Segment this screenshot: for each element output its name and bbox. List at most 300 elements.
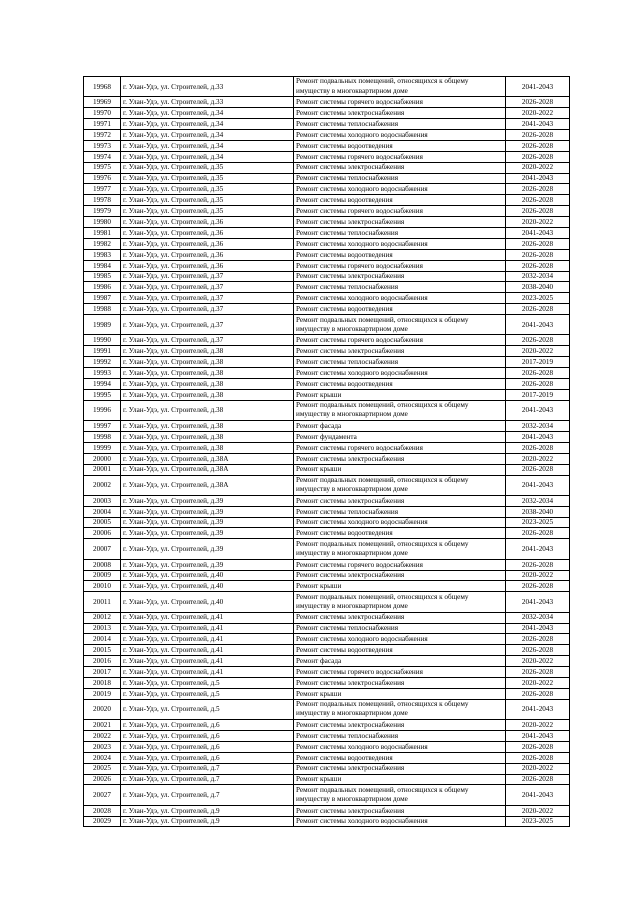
- period-cell: 2041-2043: [506, 315, 570, 335]
- work-type-cell: Ремонт крыши: [294, 581, 506, 592]
- work-type-cell: Ремонт системы холодного водоснабжения: [294, 238, 506, 249]
- row-number-cell: 19998: [84, 431, 121, 442]
- work-type-cell: Ремонт подвальных помещений, относящихся к общему имуществу в многоквартирном доме: [294, 315, 506, 335]
- table-row: [84, 730, 570, 741]
- work-type-cell: Ремонт подвальных помещений, относящихся к общему имуществу в многоквартирном доме: [294, 475, 506, 495]
- row-number-cell: 20009: [84, 570, 121, 581]
- address-cell: г. Улан-Удэ, ул. Строителей, д.35: [121, 173, 294, 184]
- work-type-cell: Ремонт подвальных помещений, относящихся к общему имуществу в многоквартирном доме: [294, 77, 506, 97]
- table-row: [84, 656, 570, 667]
- table-row: [84, 249, 570, 260]
- address-cell: г. Улан-Удэ, ул. Строителей, д.34: [121, 119, 294, 130]
- period-cell: 2023-2025: [506, 816, 570, 827]
- work-type-cell: Ремонт системы электроснабжения: [294, 217, 506, 228]
- address-cell: г. Улан-Удэ, ул. Строителей, д.9: [121, 816, 294, 827]
- period-cell: 2026-2028: [506, 260, 570, 271]
- table-row: [84, 282, 570, 293]
- table-row: [84, 151, 570, 162]
- work-type-cell: Ремонт системы холодного водоснабжения: [294, 741, 506, 752]
- period-cell: 2020-2022: [506, 763, 570, 774]
- address-cell: г. Улан-Удэ, ул. Строителей, д.34: [121, 108, 294, 119]
- row-number-cell: 19968: [84, 77, 121, 97]
- row-number-cell: 19974: [84, 151, 121, 162]
- period-cell: 2032-2034: [506, 271, 570, 282]
- address-cell: г. Улан-Удэ, ул. Строителей, д.6: [121, 752, 294, 763]
- table-row: [84, 129, 570, 140]
- period-cell: 2041-2043: [506, 623, 570, 634]
- period-cell: 2017-2019: [506, 357, 570, 368]
- work-type-cell: Ремонт системы холодного водоснабжения: [294, 293, 506, 304]
- row-number-cell: 19988: [84, 304, 121, 315]
- row-number-cell: 20000: [84, 453, 121, 464]
- table-row: [84, 77, 570, 97]
- work-type-cell: Ремонт системы электроснабжения: [294, 612, 506, 623]
- table-row: [84, 304, 570, 315]
- table-row: [84, 528, 570, 539]
- period-cell: 2032-2034: [506, 612, 570, 623]
- row-number-cell: 19984: [84, 260, 121, 271]
- work-type-cell: Ремонт системы теплоснабжения: [294, 173, 506, 184]
- address-cell: г. Улан-Удэ, ул. Строителей, д.7: [121, 774, 294, 785]
- table-row: [84, 464, 570, 475]
- work-type-cell: Ремонт системы горячего водоснабжения: [294, 151, 506, 162]
- table-row: [84, 592, 570, 612]
- address-cell: г. Улан-Удэ, ул. Строителей, д.6: [121, 730, 294, 741]
- table-row: [84, 816, 570, 827]
- table-row: [84, 785, 570, 805]
- address-cell: г. Улан-Удэ, ул. Строителей, д.38: [121, 389, 294, 400]
- period-cell: 2020-2022: [506, 453, 570, 464]
- row-number-cell: 19975: [84, 162, 121, 173]
- address-cell: г. Улан-Удэ, ул. Строителей, д.6: [121, 741, 294, 752]
- work-type-cell: Ремонт системы теплоснабжения: [294, 227, 506, 238]
- address-cell: г. Улан-Удэ, ул. Строителей, д.5: [121, 688, 294, 699]
- work-type-cell: Ремонт системы теплоснабжения: [294, 623, 506, 634]
- row-number-cell: 20003: [84, 495, 121, 506]
- period-cell: 2041-2043: [506, 173, 570, 184]
- work-type-cell: Ремонт подвальных помещений, относящихся к общему имуществу в многоквартирном доме: [294, 592, 506, 612]
- row-number-cell: 19972: [84, 129, 121, 140]
- period-cell: 2026-2028: [506, 249, 570, 260]
- row-number-cell: 20023: [84, 741, 121, 752]
- row-number-cell: 20026: [84, 774, 121, 785]
- address-cell: г. Улан-Удэ, ул. Строителей, д.38: [121, 400, 294, 420]
- period-cell: 2026-2028: [506, 581, 570, 592]
- address-cell: г. Улан-Удэ, ул. Строителей, д.38А: [121, 464, 294, 475]
- work-type-cell: Ремонт системы горячего водоснабжения: [294, 97, 506, 108]
- work-type-cell: Ремонт системы водоотведения: [294, 195, 506, 206]
- work-type-cell: Ремонт системы теплоснабжения: [294, 730, 506, 741]
- period-cell: 2020-2022: [506, 162, 570, 173]
- work-type-cell: Ремонт системы электроснабжения: [294, 570, 506, 581]
- period-cell: 2020-2022: [506, 720, 570, 731]
- work-type-cell: Ремонт системы электроснабжения: [294, 677, 506, 688]
- table-row: [84, 184, 570, 195]
- address-cell: г. Улан-Удэ, ул. Строителей, д.7: [121, 785, 294, 805]
- period-cell: 2026-2028: [506, 335, 570, 346]
- row-number-cell: 20027: [84, 785, 121, 805]
- address-cell: г. Улан-Удэ, ул. Строителей, д.34: [121, 151, 294, 162]
- period-cell: 2026-2028: [506, 741, 570, 752]
- table-row: [84, 645, 570, 656]
- period-cell: 2038-2040: [506, 282, 570, 293]
- address-cell: г. Улан-Удэ, ул. Строителей, д.38: [121, 442, 294, 453]
- period-cell: 2041-2043: [506, 592, 570, 612]
- row-number-cell: 19985: [84, 271, 121, 282]
- row-number-cell: 19980: [84, 217, 121, 228]
- work-type-cell: Ремонт системы водоотведения: [294, 304, 506, 315]
- address-cell: г. Улан-Удэ, ул. Строителей, д.41: [121, 623, 294, 634]
- address-cell: г. Улан-Удэ, ул. Строителей, д.39: [121, 517, 294, 528]
- work-type-cell: Ремонт системы теплоснабжения: [294, 357, 506, 368]
- period-cell: 2026-2028: [506, 464, 570, 475]
- address-cell: г. Улан-Удэ, ул. Строителей, д.41: [121, 656, 294, 667]
- period-cell: 2026-2028: [506, 752, 570, 763]
- work-type-cell: Ремонт системы холодного водоснабжения: [294, 368, 506, 379]
- address-cell: г. Улан-Удэ, ул. Строителей, д.35: [121, 184, 294, 195]
- table-body: [84, 77, 570, 827]
- row-number-cell: 20015: [84, 645, 121, 656]
- period-cell: 2032-2034: [506, 421, 570, 432]
- address-cell: г. Улан-Удэ, ул. Строителей, д.5: [121, 699, 294, 719]
- period-cell: 2020-2022: [506, 805, 570, 816]
- row-number-cell: 20025: [84, 763, 121, 774]
- document-page: [83, 76, 569, 827]
- work-type-cell: Ремонт системы водоотведения: [294, 645, 506, 656]
- row-number-cell: 20012: [84, 612, 121, 623]
- row-number-cell: 20024: [84, 752, 121, 763]
- work-type-cell: Ремонт системы холодного водоснабжения: [294, 517, 506, 528]
- address-cell: г. Улан-Удэ, ул. Строителей, д.37: [121, 282, 294, 293]
- address-cell: г. Улан-Удэ, ул. Строителей, д.36: [121, 260, 294, 271]
- table-row: [84, 634, 570, 645]
- table-row: [84, 421, 570, 432]
- table-row: [84, 442, 570, 453]
- address-cell: г. Улан-Удэ, ул. Строителей, д.34: [121, 129, 294, 140]
- work-type-cell: Ремонт системы теплоснабжения: [294, 282, 506, 293]
- address-cell: г. Улан-Удэ, ул. Строителей, д.41: [121, 612, 294, 623]
- work-type-cell: Ремонт системы водоотведения: [294, 249, 506, 260]
- period-cell: 2026-2028: [506, 442, 570, 453]
- table-row: [84, 581, 570, 592]
- address-cell: г. Улан-Удэ, ул. Строителей, д.38А: [121, 453, 294, 464]
- table-row: [84, 260, 570, 271]
- table-row: [84, 539, 570, 559]
- table-row: [84, 495, 570, 506]
- work-type-cell: Ремонт крыши: [294, 464, 506, 475]
- table-row: [84, 119, 570, 130]
- table-row: [84, 368, 570, 379]
- work-type-cell: Ремонт системы водоотведения: [294, 528, 506, 539]
- row-number-cell: 20018: [84, 677, 121, 688]
- table-row: [84, 271, 570, 282]
- table-row: [84, 378, 570, 389]
- period-cell: 2026-2028: [506, 129, 570, 140]
- period-cell: 2041-2043: [506, 77, 570, 97]
- period-cell: 2026-2028: [506, 151, 570, 162]
- row-number-cell: 19973: [84, 140, 121, 151]
- table-row: [84, 335, 570, 346]
- table-row: [84, 688, 570, 699]
- row-number-cell: 19971: [84, 119, 121, 130]
- address-cell: г. Улан-Удэ, ул. Строителей, д.36: [121, 238, 294, 249]
- address-cell: г. Улан-Удэ, ул. Строителей, д.40: [121, 592, 294, 612]
- work-type-cell: Ремонт крыши: [294, 389, 506, 400]
- address-cell: г. Улан-Удэ, ул. Строителей, д.37: [121, 293, 294, 304]
- table-row: [84, 431, 570, 442]
- period-cell: 2026-2028: [506, 184, 570, 195]
- table-row: [84, 97, 570, 108]
- work-type-cell: Ремонт системы электроснабжения: [294, 763, 506, 774]
- period-cell: 2026-2028: [506, 378, 570, 389]
- period-cell: 2020-2022: [506, 217, 570, 228]
- work-type-cell: Ремонт подвальных помещений, относящихся к общему имуществу в многоквартирном доме: [294, 699, 506, 719]
- table-row: [84, 774, 570, 785]
- row-number-cell: 20007: [84, 539, 121, 559]
- table-row: [84, 517, 570, 528]
- period-cell: 2026-2028: [506, 645, 570, 656]
- period-cell: 2026-2028: [506, 195, 570, 206]
- work-type-cell: Ремонт системы горячего водоснабжения: [294, 335, 506, 346]
- address-cell: г. Улан-Удэ, ул. Строителей, д.38: [121, 368, 294, 379]
- address-cell: г. Улан-Удэ, ул. Строителей, д.38: [121, 431, 294, 442]
- address-cell: г. Улан-Удэ, ул. Строителей, д.35: [121, 206, 294, 217]
- row-number-cell: 19982: [84, 238, 121, 249]
- row-number-cell: 20022: [84, 730, 121, 741]
- work-type-cell: Ремонт системы электроснабжения: [294, 453, 506, 464]
- table-row: [84, 475, 570, 495]
- address-cell: г. Улан-Удэ, ул. Строителей, д.36: [121, 249, 294, 260]
- table-row: [84, 623, 570, 634]
- table-row: [84, 173, 570, 184]
- row-number-cell: 20011: [84, 592, 121, 612]
- work-type-cell: Ремонт системы горячего водоснабжения: [294, 442, 506, 453]
- work-type-cell: Ремонт подвальных помещений, относящихся к общему имуществу в многоквартирном доме: [294, 400, 506, 420]
- table-row: [84, 677, 570, 688]
- period-cell: 2026-2028: [506, 634, 570, 645]
- address-cell: г. Улан-Удэ, ул. Строителей, д.38: [121, 378, 294, 389]
- work-type-cell: Ремонт системы теплоснабжения: [294, 119, 506, 130]
- table-row: [84, 453, 570, 464]
- row-number-cell: 19983: [84, 249, 121, 260]
- address-cell: г. Улан-Удэ, ул. Строителей, д.37: [121, 304, 294, 315]
- period-cell: 2017-2019: [506, 389, 570, 400]
- work-type-cell: Ремонт системы электроснабжения: [294, 495, 506, 506]
- address-cell: г. Улан-Удэ, ул. Строителей, д.38: [121, 421, 294, 432]
- row-number-cell: 19976: [84, 173, 121, 184]
- period-cell: 2041-2043: [506, 227, 570, 238]
- work-type-cell: Ремонт системы холодного водоснабжения: [294, 634, 506, 645]
- row-number-cell: 19979: [84, 206, 121, 217]
- row-number-cell: 19977: [84, 184, 121, 195]
- period-cell: 2026-2028: [506, 667, 570, 678]
- address-cell: г. Улан-Удэ, ул. Строителей, д.39: [121, 506, 294, 517]
- period-cell: 2026-2028: [506, 97, 570, 108]
- row-number-cell: 19992: [84, 357, 121, 368]
- row-number-cell: 19986: [84, 282, 121, 293]
- row-number-cell: 20014: [84, 634, 121, 645]
- work-type-cell: Ремонт системы холодного водоснабжения: [294, 129, 506, 140]
- work-type-cell: Ремонт системы электроснабжения: [294, 108, 506, 119]
- table-row: [84, 315, 570, 335]
- address-cell: г. Улан-Удэ, ул. Строителей, д.40: [121, 581, 294, 592]
- work-type-cell: Ремонт системы водоотведения: [294, 140, 506, 151]
- period-cell: 2032-2034: [506, 495, 570, 506]
- work-type-cell: Ремонт подвальных помещений, относящихся к общему имуществу в многоквартирном доме: [294, 539, 506, 559]
- row-number-cell: 19994: [84, 378, 121, 389]
- address-cell: г. Улан-Удэ, ул. Строителей, д.39: [121, 559, 294, 570]
- table-row: [84, 162, 570, 173]
- address-cell: г. Улан-Удэ, ул. Строителей, д.39: [121, 495, 294, 506]
- address-cell: г. Улан-Удэ, ул. Строителей, д.41: [121, 667, 294, 678]
- address-cell: г. Улан-Удэ, ул. Строителей, д.41: [121, 645, 294, 656]
- address-cell: г. Улан-Удэ, ул. Строителей, д.39: [121, 528, 294, 539]
- work-type-cell: Ремонт крыши: [294, 688, 506, 699]
- period-cell: 2020-2022: [506, 656, 570, 667]
- address-cell: г. Улан-Удэ, ул. Строителей, д.40: [121, 570, 294, 581]
- work-type-cell: Ремонт крыши: [294, 774, 506, 785]
- row-number-cell: 19991: [84, 346, 121, 357]
- period-cell: 2023-2025: [506, 293, 570, 304]
- work-type-cell: Ремонт системы теплоснабжения: [294, 506, 506, 517]
- address-cell: г. Улан-Удэ, ул. Строителей, д.35: [121, 162, 294, 173]
- row-number-cell: 20004: [84, 506, 121, 517]
- row-number-cell: 19987: [84, 293, 121, 304]
- address-cell: г. Улан-Удэ, ул. Строителей, д.34: [121, 140, 294, 151]
- period-cell: 2041-2043: [506, 119, 570, 130]
- address-cell: г. Улан-Удэ, ул. Строителей, д.9: [121, 805, 294, 816]
- work-type-cell: Ремонт фундамента: [294, 431, 506, 442]
- row-number-cell: 19995: [84, 389, 121, 400]
- row-number-cell: 20017: [84, 667, 121, 678]
- period-cell: 2026-2028: [506, 238, 570, 249]
- table-row: [84, 389, 570, 400]
- address-cell: г. Улан-Удэ, ул. Строителей, д.36: [121, 227, 294, 238]
- work-type-cell: Ремонт системы электроснабжения: [294, 720, 506, 731]
- period-cell: 2026-2028: [506, 304, 570, 315]
- work-type-cell: Ремонт системы электроснабжения: [294, 346, 506, 357]
- table-row: [84, 357, 570, 368]
- table-row: [84, 752, 570, 763]
- table-row: [84, 293, 570, 304]
- row-number-cell: 20006: [84, 528, 121, 539]
- address-cell: г. Улан-Удэ, ул. Строителей, д.33: [121, 97, 294, 108]
- period-cell: 2026-2028: [506, 206, 570, 217]
- address-cell: г. Улан-Удэ, ул. Строителей, д.36: [121, 217, 294, 228]
- row-number-cell: 20029: [84, 816, 121, 827]
- table-row: [84, 612, 570, 623]
- work-type-cell: Ремонт системы электроснабжения: [294, 805, 506, 816]
- address-cell: г. Улан-Удэ, ул. Строителей, д.39: [121, 539, 294, 559]
- period-cell: 2038-2040: [506, 506, 570, 517]
- table-row: [84, 570, 570, 581]
- period-cell: 2026-2028: [506, 688, 570, 699]
- table-row: [84, 763, 570, 774]
- address-cell: г. Улан-Удэ, ул. Строителей, д.37: [121, 335, 294, 346]
- row-number-cell: 20002: [84, 475, 121, 495]
- row-number-cell: 20005: [84, 517, 121, 528]
- period-cell: 2026-2028: [506, 559, 570, 570]
- table-row: [84, 217, 570, 228]
- period-cell: 2020-2022: [506, 346, 570, 357]
- work-type-cell: Ремонт системы холодного водоснабжения: [294, 816, 506, 827]
- address-cell: г. Улан-Удэ, ул. Строителей, д.38: [121, 357, 294, 368]
- period-cell: 2020-2022: [506, 108, 570, 119]
- period-cell: 2023-2025: [506, 517, 570, 528]
- work-type-cell: Ремонт системы холодного водоснабжения: [294, 184, 506, 195]
- work-type-cell: Ремонт системы горячего водоснабжения: [294, 559, 506, 570]
- work-type-cell: Ремонт фасада: [294, 656, 506, 667]
- address-cell: г. Улан-Удэ, ул. Строителей, д.5: [121, 677, 294, 688]
- address-cell: г. Улан-Удэ, ул. Строителей, д.38: [121, 346, 294, 357]
- period-cell: 2026-2028: [506, 528, 570, 539]
- work-type-cell: Ремонт системы электроснабжения: [294, 162, 506, 173]
- table-row: [84, 400, 570, 420]
- table-row: [84, 741, 570, 752]
- table-row: [84, 699, 570, 719]
- repair-schedule-table: [83, 76, 570, 827]
- table-row: [84, 195, 570, 206]
- row-number-cell: 19989: [84, 315, 121, 335]
- table-row: [84, 227, 570, 238]
- period-cell: 2041-2043: [506, 699, 570, 719]
- row-number-cell: 19969: [84, 97, 121, 108]
- period-cell: 2041-2043: [506, 539, 570, 559]
- row-number-cell: 19997: [84, 421, 121, 432]
- row-number-cell: 19981: [84, 227, 121, 238]
- row-number-cell: 19993: [84, 368, 121, 379]
- period-cell: 2020-2022: [506, 570, 570, 581]
- row-number-cell: 19996: [84, 400, 121, 420]
- work-type-cell: Ремонт системы электроснабжения: [294, 271, 506, 282]
- table-row: [84, 720, 570, 731]
- period-cell: 2026-2028: [506, 368, 570, 379]
- period-cell: 2041-2043: [506, 475, 570, 495]
- work-type-cell: Ремонт системы горячего водоснабжения: [294, 667, 506, 678]
- row-number-cell: 19990: [84, 335, 121, 346]
- row-number-cell: 20016: [84, 656, 121, 667]
- work-type-cell: Ремонт системы горячего водоснабжения: [294, 206, 506, 217]
- row-number-cell: 20010: [84, 581, 121, 592]
- work-type-cell: Ремонт фасада: [294, 421, 506, 432]
- work-type-cell: Ремонт подвальных помещений, относящихся к общему имуществу в многоквартирном доме: [294, 785, 506, 805]
- table-row: [84, 140, 570, 151]
- row-number-cell: 20013: [84, 623, 121, 634]
- work-type-cell: Ремонт системы водоотведения: [294, 752, 506, 763]
- table-row: [84, 108, 570, 119]
- work-type-cell: Ремонт системы водоотведения: [294, 378, 506, 389]
- row-number-cell: 19970: [84, 108, 121, 119]
- row-number-cell: 19999: [84, 442, 121, 453]
- row-number-cell: 20001: [84, 464, 121, 475]
- address-cell: г. Улан-Удэ, ул. Строителей, д.38А: [121, 475, 294, 495]
- period-cell: 2026-2028: [506, 140, 570, 151]
- address-cell: г. Улан-Удэ, ул. Строителей, д.37: [121, 315, 294, 335]
- address-cell: г. Улан-Удэ, ул. Строителей, д.35: [121, 195, 294, 206]
- period-cell: 2041-2043: [506, 431, 570, 442]
- table-row: [84, 238, 570, 249]
- address-cell: г. Улан-Удэ, ул. Строителей, д.6: [121, 720, 294, 731]
- table-row: [84, 346, 570, 357]
- row-number-cell: 20008: [84, 559, 121, 570]
- table-row: [84, 206, 570, 217]
- row-number-cell: 20021: [84, 720, 121, 731]
- table-row: [84, 559, 570, 570]
- table-row: [84, 506, 570, 517]
- row-number-cell: 20019: [84, 688, 121, 699]
- work-type-cell: Ремонт системы горячего водоснабжения: [294, 260, 506, 271]
- period-cell: 2041-2043: [506, 400, 570, 420]
